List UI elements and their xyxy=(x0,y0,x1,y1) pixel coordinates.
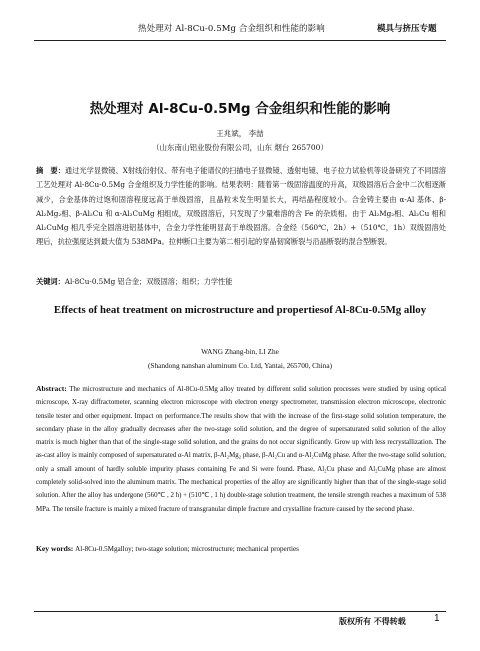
english-authors: WANG Zhang-bin, LI Zhe xyxy=(201,347,279,356)
english-abstract-text: The microstructure and mechanics of Al-8Cu-0.5Mg alloy treated by different solid solution processes were studied by using optical microscope, X-ray diffractometer, scanning electron microscope with electron energy spectrometer, transmission electron microscope, electronic tensile tester and other equipment. Impact on performance.The results show that with the increase of the first-stage solid solution temperature, the secondary phase in the alloy gradually decreases after the two-stage solid solution, and the degree of supersaturated solid solution of the alloy matrix is much higher than that of the single-stage solid solution, and the grains do not occur significantly. Grow up with less recrystallization. The as-cast alloy is mainly composed of supersaturated α-Al matrix, β-Al₂Mg₂ phase, β-Al₂Cu and α-Al₂CuMg phase. After the two-stage solid solution, only a small amount of hardly soluble impurity phases containing Fe and Si were found. Phase, Al₂Cu phase and Al₂CuMg phase are almost completely solid-solved into the aluminum matrix. The mechanical properties of the alloy are significantly higher than that of the single-stage solid solution. After the alloy has undergone (560℃ , 2 h) + (510℃ , 1 h) double-stage solution treatment, the tensile strength reaches a maximum of 538 MPa. The tensile fracture is mainly a mixed fracture of transgranular dimple fracture and crystalline fracture caused by the second phase. xyxy=(36,386,446,513)
header-article-title: 热处理对 Al-8Cu-0.5Mg 合金组织和性能的影响 xyxy=(138,24,325,34)
chinese-abstract-label: 摘 要： xyxy=(36,166,65,175)
english-affiliation: (Shandong nanshan aluminum Co. Ltd, Yantai, 265700, China) xyxy=(147,361,333,370)
english-abstract xyxy=(36,382,446,516)
english-keywords-text: Al-8Cu-0.5Mgalloy; two-stage solution; microstructure; mechanical properties xyxy=(75,545,299,553)
chinese-keywords-label: 关键词： xyxy=(36,277,65,286)
chinese-authors: 王兆斌， 李喆 xyxy=(216,129,264,138)
english-keywords xyxy=(36,544,446,553)
english-title: Effects of heat treatment on microstructure and propertiesof Al-8Cu-0.5Mg alloy xyxy=(53,304,427,316)
chinese-keywords-text: Al-8Cu-0.5Mg 铝合金；双级固溶；组织；力学性能 xyxy=(64,277,233,286)
header-divider xyxy=(34,40,446,41)
footer-copyright: 版权所有 不得转载 xyxy=(339,616,406,626)
footer-divider xyxy=(34,611,446,612)
chinese-abstract xyxy=(36,164,446,250)
chinese-keywords xyxy=(36,277,446,287)
header-column-name: 模具与挤压专题 xyxy=(377,24,437,34)
running-header xyxy=(0,0,480,44)
chinese-affiliation: （山东南山铝业股份有限公司，山东 烟台 265700） xyxy=(152,143,328,152)
english-keywords-label: Key words: xyxy=(36,544,74,553)
chinese-title: 热处理对 Al-8Cu-0.5Mg 合金组织和性能的影响 xyxy=(89,101,391,117)
chinese-abstract-text: 通过光学显微镜、X射线衍射仪、带有电子能谱仪的扫描电子显微镜、透射电镜、电子拉力试验机等设备研究了不同固溶工艺处理对 Al-8Cu-0.5Mg 合金组织及力学性能的影响。结果表明：随着第一级固溶温度的升高，双级固溶后合金中二次相逐渐减少，合金基体的过饱和固溶程度远高于单级固溶，且晶粒未发生明显长大，再结晶程度较小。合金铸主要由 α-Al 基体、β-Al₂Mg₂相、β-Al₂Cu 和 α-Al₂CuMg 相组成，双级固溶后，只发现了少量难溶的含 Fe 的杂质相。由于 Al₂Mg₂相、Al₂Cu 相和 Al₂CuMg 相几乎完全固溶进铝基体中，合金力学性能明显高于单级固溶。合金经（560℃，2h）+（510℃，1h）双级固溶处理后，抗拉强度达到最大值为 538MPa。拉伸断口主要为第二相引起的穿晶韧窝断裂与沿晶断裂的混合型断裂。 xyxy=(36,166,446,247)
english-abstract-label: Abstract: xyxy=(36,384,67,393)
page-number: 1 xyxy=(434,613,440,624)
